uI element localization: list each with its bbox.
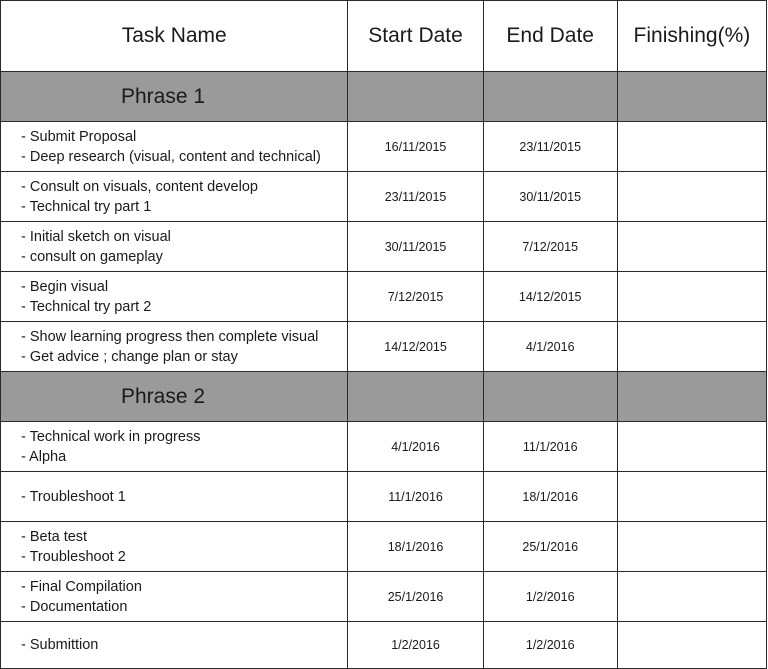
start-date-cell: 18/1/2016 (348, 522, 483, 572)
task-line: - Get advice ; change plan or stay (21, 348, 238, 365)
phase-row (1, 372, 767, 422)
task-name-cell (1, 422, 348, 472)
task-name-cell (1, 172, 348, 222)
task-line: - Alpha (21, 448, 67, 465)
task-line: - Initial sketch on visual (21, 228, 171, 245)
start-date-cell: 23/11/2015 (348, 172, 483, 222)
task-name-cell (1, 472, 348, 522)
phase-empty-cell (483, 372, 617, 422)
task-name-cell (1, 522, 348, 572)
phase-empty-cell (348, 72, 483, 122)
finishing-cell (617, 422, 766, 472)
end-date-cell: 25/1/2016 (483, 522, 617, 572)
end-date-cell: 1/2/2016 (483, 622, 617, 669)
phase-label: Phrase 2 (1, 372, 348, 422)
end-date-cell: 18/1/2016 (483, 472, 617, 522)
task-row (1, 322, 767, 372)
start-date-cell: 11/1/2016 (348, 472, 483, 522)
task-row (1, 622, 767, 669)
phase-empty-cell (348, 372, 483, 422)
end-date-cell: 1/2/2016 (483, 572, 617, 622)
header-finishing: Finishing(%) (617, 1, 766, 72)
phase-row (1, 72, 767, 122)
start-date-cell: 30/11/2015 (348, 222, 483, 272)
task-line: - Deep research (visual, content and technical) (21, 148, 321, 165)
end-date-cell: 7/12/2015 (483, 222, 617, 272)
task-line: - Technical try part 1 (21, 198, 152, 215)
end-date-cell: 23/11/2015 (483, 122, 617, 172)
task-row (1, 122, 767, 172)
finishing-cell (617, 272, 766, 322)
task-line: - Technical work in progress (21, 428, 201, 445)
task-row (1, 422, 767, 472)
finishing-cell (617, 522, 766, 572)
task-line: - Submit Proposal (21, 128, 137, 145)
task-name-cell (1, 122, 348, 172)
task-name-cell (1, 222, 348, 272)
header-end-date: End Date (483, 1, 617, 72)
task-row (1, 272, 767, 322)
task-line: - Troubleshoot 2 (21, 548, 126, 565)
end-date-cell: 30/11/2015 (483, 172, 617, 222)
start-date-cell: 25/1/2016 (348, 572, 483, 622)
task-line: - Begin visual (21, 278, 109, 295)
header-start-date: Start Date (348, 1, 483, 72)
start-date-cell: 14/12/2015 (348, 322, 483, 372)
header-task-name: Task Name (1, 1, 348, 72)
task-line: - Submittion (21, 637, 99, 653)
finishing-cell (617, 172, 766, 222)
task-row (1, 222, 767, 272)
finishing-cell (617, 622, 766, 669)
task-row (1, 522, 767, 572)
finishing-cell (617, 472, 766, 522)
task-line: - Documentation (21, 598, 128, 615)
task-row (1, 472, 767, 522)
start-date-cell: 1/2/2016 (348, 622, 483, 669)
start-date-cell: 7/12/2015 (348, 272, 483, 322)
header-row (1, 1, 767, 72)
finishing-cell (617, 222, 766, 272)
phase-empty-cell (483, 72, 617, 122)
finishing-cell (617, 122, 766, 172)
task-line: - Troubleshoot 1 (21, 488, 126, 505)
task-line: - Beta test (21, 528, 88, 545)
task-row (1, 172, 767, 222)
task-line: - Consult on visuals, content develop (21, 178, 258, 195)
task-name-cell (1, 622, 348, 669)
phase-empty-cell (617, 372, 766, 422)
task-line: - consult on gameplay (21, 248, 163, 265)
start-date-cell: 4/1/2016 (348, 422, 483, 472)
task-line: - Final Compilation (21, 578, 142, 595)
phase-label: Phrase 1 (1, 72, 348, 122)
finishing-cell (617, 572, 766, 622)
task-name-cell (1, 572, 348, 622)
schedule-body (1, 72, 767, 669)
end-date-cell: 4/1/2016 (483, 322, 617, 372)
task-name-cell (1, 272, 348, 322)
phase-empty-cell (617, 72, 766, 122)
task-line: - Technical try part 2 (21, 298, 152, 315)
end-date-cell: 11/1/2016 (483, 422, 617, 472)
finishing-cell (617, 322, 766, 372)
task-row (1, 572, 767, 622)
task-name-cell (1, 322, 348, 372)
task-line: - Show learning progress then complete visual (21, 328, 319, 345)
start-date-cell: 16/11/2015 (348, 122, 483, 172)
end-date-cell: 14/12/2015 (483, 272, 617, 322)
